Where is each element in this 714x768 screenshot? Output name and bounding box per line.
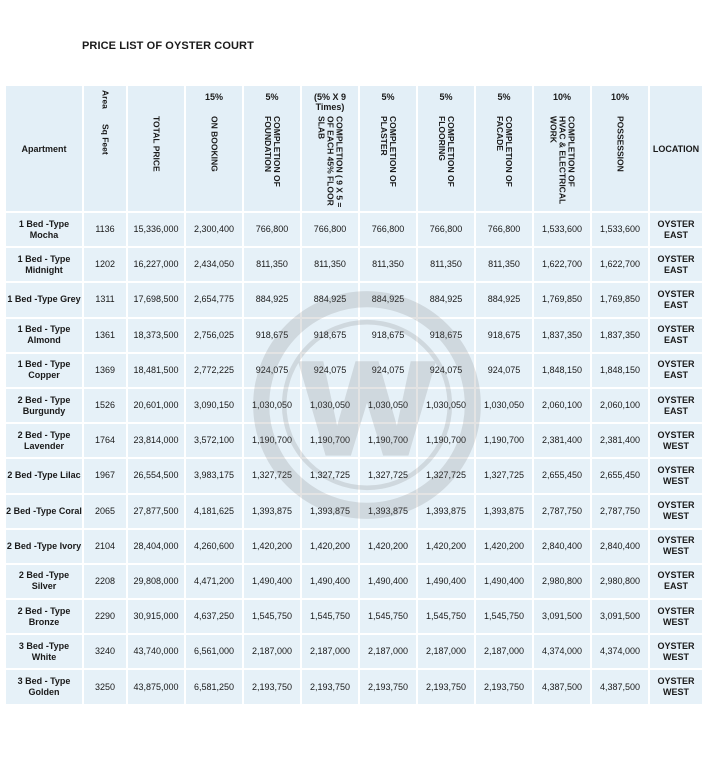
table-row	[6, 213, 702, 246]
cell-location: OYSTER WEST	[650, 600, 702, 633]
cell-total-price: 29,808,000	[128, 565, 184, 598]
cell-facade: 1,030,050	[476, 389, 532, 422]
cell-possession: 4,374,000	[592, 635, 648, 668]
cell-possession: 1,848,150	[592, 354, 648, 387]
cell-flooring: 884,925	[418, 283, 474, 316]
cell-floor-slab: 766,800	[302, 213, 358, 246]
cell-possession: 3,091,500	[592, 600, 648, 633]
cell-plaster: 1,327,725	[360, 459, 416, 492]
header-hvac-percent: 10%	[552, 92, 571, 102]
cell-area: 2208	[84, 565, 126, 598]
cell-foundation: 884,925	[244, 283, 300, 316]
header-location: LOCATION	[650, 86, 702, 211]
price-table-body	[6, 213, 702, 704]
cell-on-booking: 4,637,250	[186, 600, 242, 633]
cell-apartment: 3 Bed - Type Golden	[6, 670, 82, 703]
header-foundation-percent: 5%	[265, 92, 279, 102]
cell-floor-slab: 1,190,700	[302, 424, 358, 457]
cell-apartment: 2 Bed -Type Ivory	[6, 530, 82, 563]
cell-foundation: 1,393,875	[244, 495, 300, 528]
cell-plaster: 1,393,875	[360, 495, 416, 528]
header-flooring-percent: 5%	[439, 92, 453, 102]
cell-hvac: 2,060,100	[534, 389, 590, 422]
cell-possession: 2,381,400	[592, 424, 648, 457]
table-row	[6, 495, 702, 528]
header-plaster: 5% COMPLETION OF PLASTER	[360, 86, 416, 211]
cell-foundation: 2,187,000	[244, 635, 300, 668]
cell-flooring: 1,420,200	[418, 530, 474, 563]
cell-plaster: 924,075	[360, 354, 416, 387]
cell-facade: 1,190,700	[476, 424, 532, 457]
table-row	[6, 389, 702, 422]
cell-plaster: 811,350	[360, 248, 416, 281]
cell-on-booking: 3,983,175	[186, 459, 242, 492]
table-header-row	[6, 86, 702, 211]
cell-foundation: 1,545,750	[244, 600, 300, 633]
cell-plaster: 2,187,000	[360, 635, 416, 668]
cell-hvac: 2,840,400	[534, 530, 590, 563]
cell-area: 3240	[84, 635, 126, 668]
cell-foundation: 924,075	[244, 354, 300, 387]
page-title: PRICE LIST OF OYSTER COURT	[82, 40, 254, 52]
cell-floor-slab: 1,545,750	[302, 600, 358, 633]
header-area-label: Area	[100, 90, 111, 109]
table-row	[6, 459, 702, 492]
cell-flooring: 2,193,750	[418, 670, 474, 703]
cell-plaster: 1,545,750	[360, 600, 416, 633]
cell-possession: 1,837,350	[592, 319, 648, 352]
table-row	[6, 565, 702, 598]
cell-foundation: 1,327,725	[244, 459, 300, 492]
cell-total-price: 30,915,000	[128, 600, 184, 633]
cell-flooring: 1,545,750	[418, 600, 474, 633]
header-flooring: 5% COMPLETION OF FLOORING	[418, 86, 474, 211]
cell-area: 1361	[84, 319, 126, 352]
cell-facade: 766,800	[476, 213, 532, 246]
cell-location: OYSTER WEST	[650, 424, 702, 457]
header-total-price: TOTAL PRICE	[128, 86, 184, 211]
cell-area: 2065	[84, 495, 126, 528]
cell-floor-slab: 918,675	[302, 319, 358, 352]
cell-area: 1764	[84, 424, 126, 457]
cell-possession: 2,655,450	[592, 459, 648, 492]
cell-foundation: 766,800	[244, 213, 300, 246]
cell-total-price: 28,404,000	[128, 530, 184, 563]
cell-on-booking: 6,581,250	[186, 670, 242, 703]
cell-facade: 884,925	[476, 283, 532, 316]
cell-on-booking: 2,300,400	[186, 213, 242, 246]
cell-apartment: 2 Bed -Type Lilac	[6, 459, 82, 492]
cell-flooring: 811,350	[418, 248, 474, 281]
cell-location: OYSTER EAST	[650, 354, 702, 387]
cell-flooring: 2,187,000	[418, 635, 474, 668]
cell-location: OYSTER EAST	[650, 389, 702, 422]
header-facade: 5% COMPLETION OF FACADE	[476, 86, 532, 211]
cell-foundation: 1,490,400	[244, 565, 300, 598]
cell-area: 1526	[84, 389, 126, 422]
cell-plaster: 1,490,400	[360, 565, 416, 598]
header-on-booking: 15% ON BOOKING	[186, 86, 242, 211]
cell-hvac: 1,533,600	[534, 213, 590, 246]
cell-hvac: 3,091,500	[534, 600, 590, 633]
cell-total-price: 20,601,000	[128, 389, 184, 422]
cell-location: OYSTER WEST	[650, 635, 702, 668]
cell-flooring: 1,393,875	[418, 495, 474, 528]
header-floor-slab: (5% X 9 Times) COMPLETION ( 9 X 5 = OF EACH 45% FLOOR SLAB	[302, 86, 358, 211]
cell-apartment: 3 Bed -Type White	[6, 635, 82, 668]
cell-possession: 2,840,400	[592, 530, 648, 563]
table-row	[6, 424, 702, 457]
cell-location: OYSTER WEST	[650, 459, 702, 492]
header-on-booking-percent: 15%	[204, 92, 223, 102]
cell-facade: 2,187,000	[476, 635, 532, 668]
cell-location: OYSTER WEST	[650, 495, 702, 528]
cell-flooring: 924,075	[418, 354, 474, 387]
cell-plaster: 884,925	[360, 283, 416, 316]
cell-floor-slab: 811,350	[302, 248, 358, 281]
cell-total-price: 16,227,000	[128, 248, 184, 281]
cell-on-booking: 2,434,050	[186, 248, 242, 281]
cell-total-price: 43,875,000	[128, 670, 184, 703]
cell-possession: 2,060,100	[592, 389, 648, 422]
cell-facade: 2,193,750	[476, 670, 532, 703]
cell-facade: 1,490,400	[476, 565, 532, 598]
cell-on-booking: 3,090,150	[186, 389, 242, 422]
table-row	[6, 670, 702, 703]
header-plaster-percent: 5%	[381, 92, 395, 102]
cell-floor-slab: 1,490,400	[302, 565, 358, 598]
cell-on-booking: 3,572,100	[186, 424, 242, 457]
cell-on-booking: 2,756,025	[186, 319, 242, 352]
cell-hvac: 2,787,750	[534, 495, 590, 528]
cell-total-price: 15,336,000	[128, 213, 184, 246]
cell-flooring: 918,675	[418, 319, 474, 352]
cell-area: 1967	[84, 459, 126, 492]
cell-apartment: 1 Bed - Type Midnight	[6, 248, 82, 281]
cell-hvac: 4,387,500	[534, 670, 590, 703]
cell-apartment: 2 Bed - Type Lavender	[6, 424, 82, 457]
cell-location: OYSTER EAST	[650, 248, 702, 281]
cell-floor-slab: 2,193,750	[302, 670, 358, 703]
cell-facade: 918,675	[476, 319, 532, 352]
cell-location: OYSTER WEST	[650, 530, 702, 563]
price-table	[4, 84, 704, 706]
header-floor-slab-percent: (5% X 9 Times)	[313, 92, 346, 112]
cell-foundation: 1,420,200	[244, 530, 300, 563]
cell-total-price: 23,814,000	[128, 424, 184, 457]
cell-facade: 1,420,200	[476, 530, 532, 563]
cell-hvac: 4,374,000	[534, 635, 590, 668]
cell-apartment: 1 Bed -Type Mocha	[6, 213, 82, 246]
cell-location: OYSTER EAST	[650, 213, 702, 246]
price-table-container	[4, 84, 698, 706]
cell-apartment: 1 Bed - Type Almond	[6, 319, 82, 352]
cell-floor-slab: 924,075	[302, 354, 358, 387]
cell-floor-slab: 884,925	[302, 283, 358, 316]
header-hvac: 10% COMPLETION OF HVAC & ELECTRICAL WORK	[534, 86, 590, 211]
cell-flooring: 1,190,700	[418, 424, 474, 457]
cell-flooring: 1,490,400	[418, 565, 474, 598]
cell-location: OYSTER EAST	[650, 319, 702, 352]
cell-possession: 1,533,600	[592, 213, 648, 246]
cell-possession: 1,769,850	[592, 283, 648, 316]
header-area-unit: Sq Feet	[100, 124, 111, 155]
cell-on-booking: 2,772,225	[186, 354, 242, 387]
cell-location: OYSTER EAST	[650, 565, 702, 598]
cell-apartment: 2 Bed - Type Bronze	[6, 600, 82, 633]
cell-apartment: 1 Bed -Type Grey	[6, 283, 82, 316]
table-row	[6, 530, 702, 563]
cell-area: 2290	[84, 600, 126, 633]
cell-possession: 2,980,800	[592, 565, 648, 598]
cell-facade: 1,327,725	[476, 459, 532, 492]
cell-on-booking: 2,654,775	[186, 283, 242, 316]
cell-plaster: 1,420,200	[360, 530, 416, 563]
header-area	[84, 86, 126, 211]
cell-facade: 1,393,875	[476, 495, 532, 528]
cell-area: 1311	[84, 283, 126, 316]
header-foundation: 5% COMPLETION OF FOUNDATION	[244, 86, 300, 211]
cell-hvac: 1,622,700	[534, 248, 590, 281]
cell-on-booking: 4,471,200	[186, 565, 242, 598]
cell-plaster: 766,800	[360, 213, 416, 246]
cell-foundation: 811,350	[244, 248, 300, 281]
table-row	[6, 635, 702, 668]
cell-floor-slab: 1,030,050	[302, 389, 358, 422]
table-row	[6, 354, 702, 387]
cell-floor-slab: 1,393,875	[302, 495, 358, 528]
cell-total-price: 26,554,500	[128, 459, 184, 492]
cell-apartment: 2 Bed -Type Coral	[6, 495, 82, 528]
table-row	[6, 283, 702, 316]
cell-total-price: 17,698,500	[128, 283, 184, 316]
cell-plaster: 1,190,700	[360, 424, 416, 457]
cell-total-price: 18,373,500	[128, 319, 184, 352]
header-possession: 10% POSSESSION	[592, 86, 648, 211]
cell-floor-slab: 2,187,000	[302, 635, 358, 668]
cell-hvac: 2,655,450	[534, 459, 590, 492]
cell-area: 2104	[84, 530, 126, 563]
cell-foundation: 1,030,050	[244, 389, 300, 422]
cell-facade: 924,075	[476, 354, 532, 387]
table-row	[6, 600, 702, 633]
cell-area: 3250	[84, 670, 126, 703]
cell-possession: 4,387,500	[592, 670, 648, 703]
cell-total-price: 27,877,500	[128, 495, 184, 528]
cell-plaster: 1,030,050	[360, 389, 416, 422]
cell-foundation: 918,675	[244, 319, 300, 352]
cell-plaster: 918,675	[360, 319, 416, 352]
cell-hvac: 2,381,400	[534, 424, 590, 457]
cell-apartment: 1 Bed - Type Copper	[6, 354, 82, 387]
cell-on-booking: 4,181,625	[186, 495, 242, 528]
header-possession-percent: 10%	[610, 92, 629, 102]
cell-foundation: 2,193,750	[244, 670, 300, 703]
cell-total-price: 43,740,000	[128, 635, 184, 668]
cell-total-price: 18,481,500	[128, 354, 184, 387]
cell-apartment: 2 Bed - Type Burgundy	[6, 389, 82, 422]
cell-floor-slab: 1,420,200	[302, 530, 358, 563]
cell-foundation: 1,190,700	[244, 424, 300, 457]
cell-hvac: 1,769,850	[534, 283, 590, 316]
cell-hvac: 1,848,150	[534, 354, 590, 387]
cell-location: OYSTER EAST	[650, 283, 702, 316]
cell-possession: 2,787,750	[592, 495, 648, 528]
cell-floor-slab: 1,327,725	[302, 459, 358, 492]
cell-on-booking: 6,561,000	[186, 635, 242, 668]
cell-possession: 1,622,700	[592, 248, 648, 281]
cell-area: 1136	[84, 213, 126, 246]
cell-facade: 811,350	[476, 248, 532, 281]
table-row	[6, 319, 702, 352]
header-apartment: Apartment	[6, 86, 82, 211]
cell-area: 1369	[84, 354, 126, 387]
cell-on-booking: 4,260,600	[186, 530, 242, 563]
cell-facade: 1,545,750	[476, 600, 532, 633]
table-row	[6, 248, 702, 281]
header-facade-percent: 5%	[497, 92, 511, 102]
cell-hvac: 1,837,350	[534, 319, 590, 352]
cell-hvac: 2,980,800	[534, 565, 590, 598]
cell-flooring: 1,030,050	[418, 389, 474, 422]
cell-flooring: 766,800	[418, 213, 474, 246]
cell-apartment: 2 Bed -Type Silver	[6, 565, 82, 598]
cell-flooring: 1,327,725	[418, 459, 474, 492]
cell-area: 1202	[84, 248, 126, 281]
cell-location: OYSTER WEST	[650, 670, 702, 703]
cell-plaster: 2,193,750	[360, 670, 416, 703]
